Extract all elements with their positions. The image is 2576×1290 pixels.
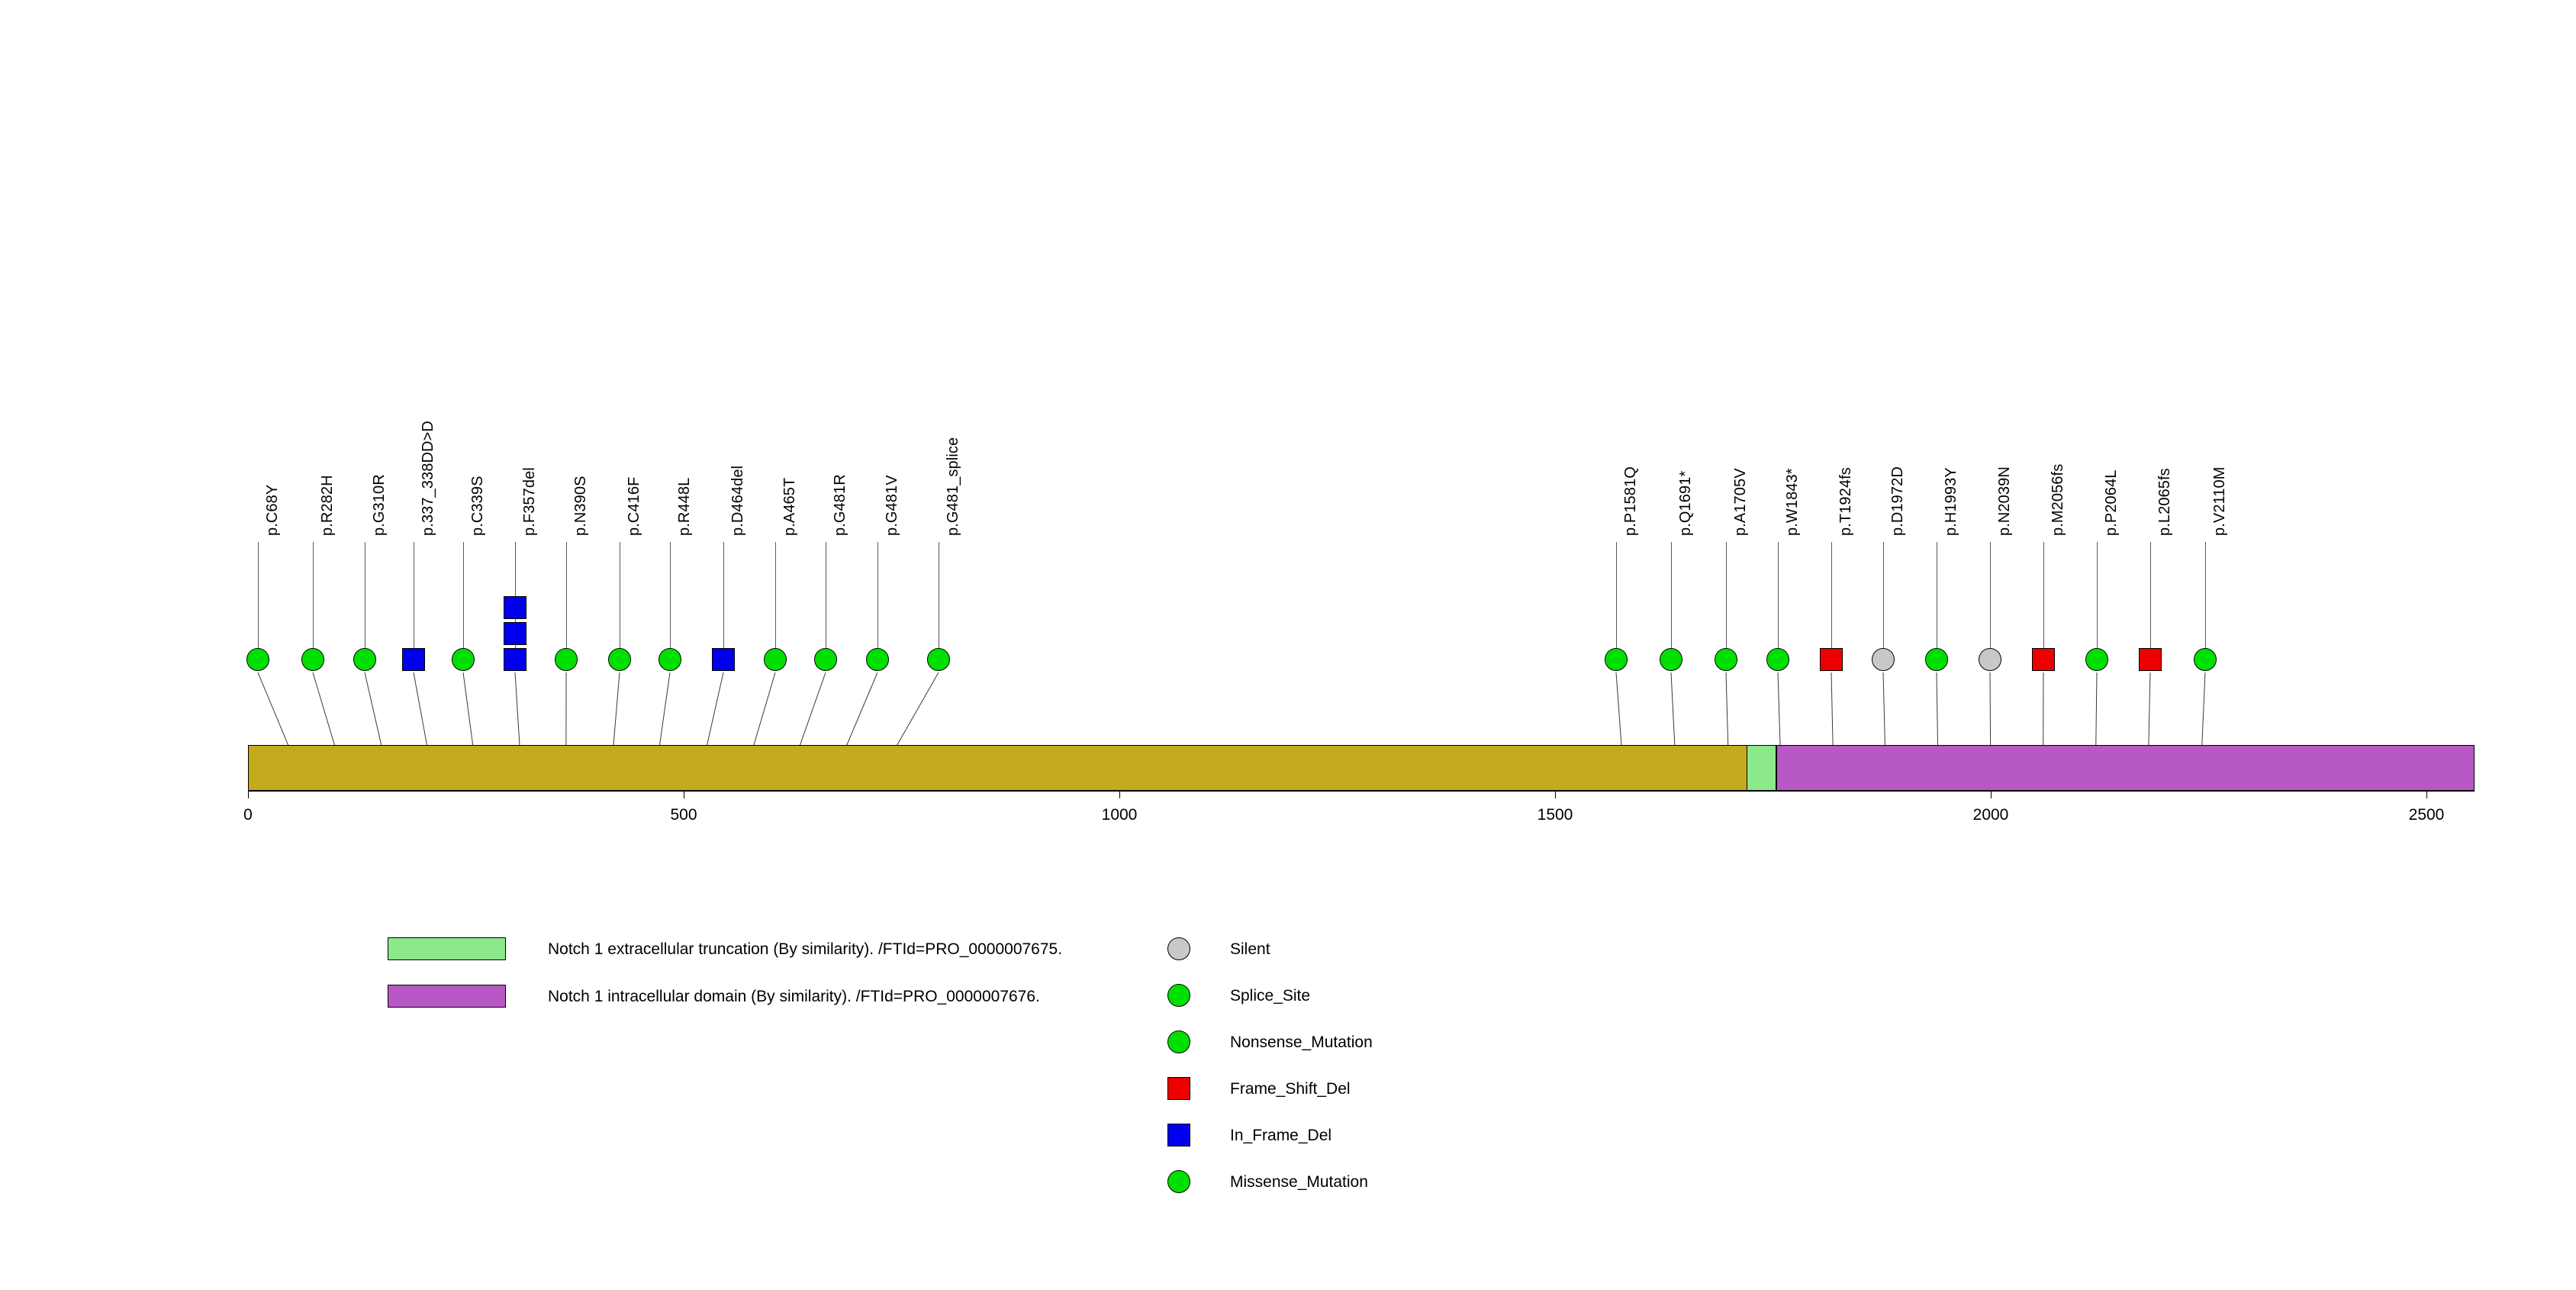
lollipop-stem xyxy=(258,542,259,648)
protein-domain-0[interactable] xyxy=(1747,745,1776,791)
legend-type-swatch xyxy=(1167,1170,1190,1193)
lollipop-stem xyxy=(1778,542,1779,648)
legend-type-label: In_Frame_Del xyxy=(1230,1127,1332,1144)
x-axis-tick xyxy=(1555,791,1556,798)
x-axis-tick xyxy=(1991,791,1992,798)
mutation-marker[interactable] xyxy=(1715,648,1737,671)
lollipop-stem xyxy=(723,542,724,648)
legend-type-label: Frame_Shift_Del xyxy=(1230,1080,1351,1098)
mutation-label: p.Q1691* xyxy=(1677,470,1694,536)
mutation-marker[interactable] xyxy=(555,648,578,671)
mutation-label: p.D464del xyxy=(729,465,746,536)
lollipop-stem xyxy=(1883,542,1884,648)
legend-type-swatch xyxy=(1167,984,1190,1007)
mutation-marker[interactable] xyxy=(608,648,631,671)
protein-domain-1[interactable] xyxy=(1776,745,2475,791)
lollipop-stem xyxy=(2150,542,2151,648)
mutation-marker[interactable] xyxy=(1605,648,1628,671)
mutation-label: p.P2064L xyxy=(2103,469,2120,536)
mutation-label: p.C339S xyxy=(469,476,486,536)
mutation-marker[interactable] xyxy=(2085,648,2108,671)
x-axis-tick-label: 0 xyxy=(243,806,253,824)
mutation-label: p.F357del xyxy=(521,467,538,536)
x-axis-tick-label: 1500 xyxy=(1537,806,1573,824)
legend-domain-swatch xyxy=(388,937,506,960)
mutation-marker[interactable] xyxy=(2032,648,2055,671)
legend-type-swatch xyxy=(1167,1124,1190,1146)
mutation-marker[interactable] xyxy=(452,648,475,671)
x-axis-line xyxy=(248,791,2475,792)
mutation-label: p.R448L xyxy=(676,477,693,536)
mutation-marker[interactable] xyxy=(1820,648,1843,671)
legend-domain-swatch xyxy=(388,985,506,1008)
legend-type-swatch xyxy=(1167,1030,1190,1053)
x-axis-tick-label: 2000 xyxy=(1972,806,2009,824)
mutation-label: p.A1705V xyxy=(1732,468,1749,536)
mutation-marker[interactable] xyxy=(504,596,526,619)
legend-type-label: Splice_Site xyxy=(1230,987,1311,1005)
x-axis-tick-label: 1000 xyxy=(1101,806,1138,824)
mutation-marker[interactable] xyxy=(814,648,837,671)
x-axis-tick xyxy=(248,791,249,798)
mutation-label: p.N2039N xyxy=(1996,466,2013,536)
legend-type-swatch xyxy=(1167,1077,1190,1100)
x-axis-tick xyxy=(2426,791,2427,798)
legend-type-swatch xyxy=(1167,937,1190,960)
mutation-marker[interactable] xyxy=(1660,648,1682,671)
legend-domain-label: Notch 1 intracellular domain (By similarity). /FTId=PRO_0000007676. xyxy=(548,988,1040,1005)
mutation-label: p.T1924fs xyxy=(1837,467,1854,536)
mutation-marker[interactable] xyxy=(866,648,889,671)
mutation-label: p.C68Y xyxy=(264,484,281,536)
mutation-marker[interactable] xyxy=(353,648,376,671)
mutation-label: p.V2110M xyxy=(2211,466,2228,536)
mutation-label: p.N390S xyxy=(572,476,589,536)
mutation-label: p.A465T xyxy=(781,477,798,536)
lollipop-stem xyxy=(2043,542,2044,648)
mutation-marker[interactable] xyxy=(927,648,950,671)
mutation-label: p.G481V xyxy=(884,475,900,536)
mutation-label: p.G481_splice xyxy=(945,437,961,536)
mutation-label: p.G481R xyxy=(832,474,848,536)
mutation-label: p.H1993Y xyxy=(1943,467,1959,536)
mutation-marker[interactable] xyxy=(2194,648,2217,671)
lollipop-stem xyxy=(877,542,878,648)
legend-type-label: Nonsense_Mutation xyxy=(1230,1034,1373,1051)
mutation-marker[interactable] xyxy=(764,648,787,671)
mutation-marker[interactable] xyxy=(1766,648,1789,671)
x-axis-tick-label: 2500 xyxy=(2408,806,2445,824)
lollipop-stem xyxy=(463,542,464,648)
lollipop-stem xyxy=(1616,542,1617,648)
legend-type-label: Silent xyxy=(1230,940,1270,958)
lollipop-stem xyxy=(1831,542,1832,648)
mutation-marker[interactable] xyxy=(402,648,425,671)
mutation-marker[interactable] xyxy=(1979,648,2001,671)
mutation-marker[interactable] xyxy=(2139,648,2162,671)
mutation-label: p.C416F xyxy=(626,476,642,536)
mutation-marker[interactable] xyxy=(504,648,526,671)
lollipop-stem xyxy=(2097,542,2098,648)
x-axis-tick xyxy=(1119,791,1120,798)
lollipop-stem xyxy=(1726,542,1727,648)
mutation-marker[interactable] xyxy=(1925,648,1948,671)
mutation-marker[interactable] xyxy=(301,648,324,671)
mutation-label: p.R282H xyxy=(319,475,336,536)
lollipop-stem xyxy=(566,542,567,648)
legend-type-label: Missense_Mutation xyxy=(1230,1173,1368,1191)
mutation-marker[interactable] xyxy=(1872,648,1895,671)
lollipop-stem xyxy=(670,542,671,648)
lollipop-stem xyxy=(313,542,314,648)
mutation-marker[interactable] xyxy=(658,648,681,671)
mutation-label: p.M2056fs xyxy=(2050,463,2066,536)
lollipop-stem xyxy=(775,542,776,648)
mutation-label: p.P1581Q xyxy=(1622,466,1639,536)
mutation-label: p.G310R xyxy=(371,474,388,536)
mutation-marker[interactable] xyxy=(712,648,735,671)
lollipop-stem xyxy=(1990,542,1991,648)
mutation-label: p.337_338DD>D xyxy=(420,421,436,536)
mutation-label: p.W1843* xyxy=(1784,468,1801,536)
mutation-marker[interactable] xyxy=(246,648,269,671)
lollipop-stem xyxy=(1671,542,1672,648)
x-axis-tick-label: 500 xyxy=(670,806,697,824)
mutation-label: p.D1972D xyxy=(1889,466,1906,536)
mutation-marker[interactable] xyxy=(504,622,526,645)
mutation-label: p.L2065fs xyxy=(2156,468,2173,536)
legend-domain-label: Notch 1 extracellular truncation (By similarity). /FTId=PRO_0000007675. xyxy=(548,940,1063,958)
lollipop-stem xyxy=(2205,542,2206,648)
